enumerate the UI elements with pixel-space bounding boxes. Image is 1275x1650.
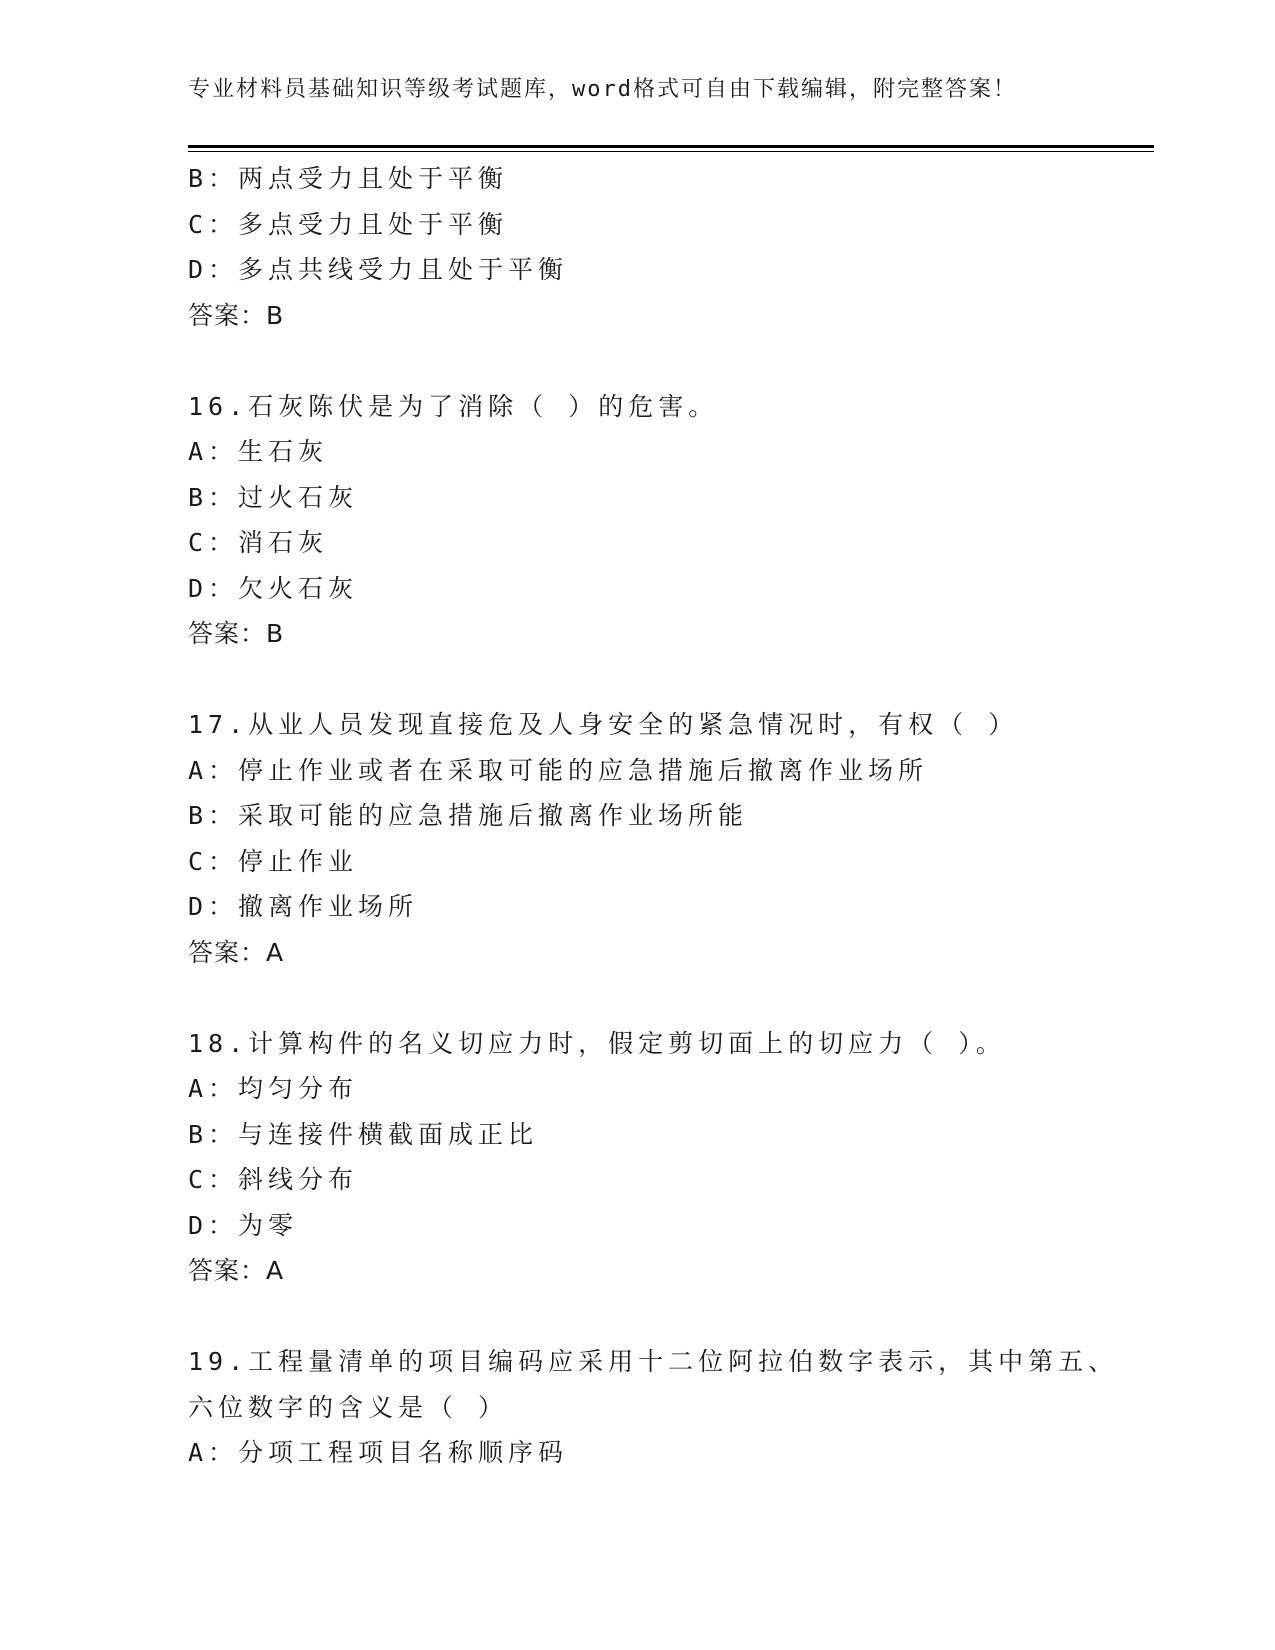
option-a: A：生石灰 bbox=[188, 437, 329, 466]
question-stem: 19.工程量清单的项目编码应采用十二位阿拉伯数字表示，其中第五、 bbox=[188, 1347, 1119, 1376]
question-list bbox=[188, 156, 1154, 1476]
option-d: D：撤离作业场所 bbox=[188, 892, 419, 921]
option-c: C：停止作业 bbox=[188, 846, 359, 876]
option-b: B：两点受力且处于平衡 bbox=[188, 164, 509, 193]
question-block bbox=[188, 156, 1154, 338]
question-block bbox=[188, 702, 1154, 975]
option-d: D：欠火石灰 bbox=[188, 573, 359, 603]
question-stem: 16.石灰陈伏是为了消除（ ）的危害。 bbox=[188, 391, 719, 421]
question-stem-continued: 六位数字的含义是（ ） bbox=[188, 1392, 509, 1422]
header-divider bbox=[188, 145, 1154, 148]
option-c: C：多点受力且处于平衡 bbox=[188, 209, 509, 239]
option-d: D：为零 bbox=[188, 1210, 299, 1240]
option-d: D：多点共线受力且处于平衡 bbox=[188, 255, 569, 284]
question-block bbox=[188, 384, 1154, 657]
answer: 答案：A bbox=[188, 937, 285, 967]
header-divider-thin bbox=[188, 151, 1154, 152]
option-c: C：斜线分布 bbox=[188, 1165, 359, 1194]
option-c: C：消石灰 bbox=[188, 528, 329, 557]
option-b: B：与连接件横截面成正比 bbox=[188, 1119, 539, 1149]
option-a: A：停止作业或者在采取可能的应急措施后撤离作业场所 bbox=[188, 755, 929, 785]
answer: 答案：B bbox=[188, 300, 285, 330]
option-b: B：采取可能的应急措施后撤离作业场所能 bbox=[188, 801, 749, 830]
option-a: A：均匀分布 bbox=[188, 1074, 359, 1103]
option-a: A：分项工程项目名称顺序码 bbox=[188, 1438, 569, 1467]
answer: 答案：A bbox=[188, 1256, 285, 1285]
question-stem: 17.从业人员发现直接危及人身安全的紧急情况时，有权（ ） bbox=[188, 710, 1019, 739]
answer: 答案：B bbox=[188, 619, 285, 648]
question-block bbox=[188, 1021, 1154, 1294]
option-b: B：过火石灰 bbox=[188, 482, 359, 512]
question-stem: 18.计算构件的名义切应力时，假定剪切面上的切应力（ ）。 bbox=[188, 1028, 1006, 1058]
page-header: 专业材料员基础知识等级考试题库，word格式可自由下载编辑，附完整答案！ bbox=[188, 77, 1017, 102]
question-block bbox=[188, 1339, 1154, 1476]
